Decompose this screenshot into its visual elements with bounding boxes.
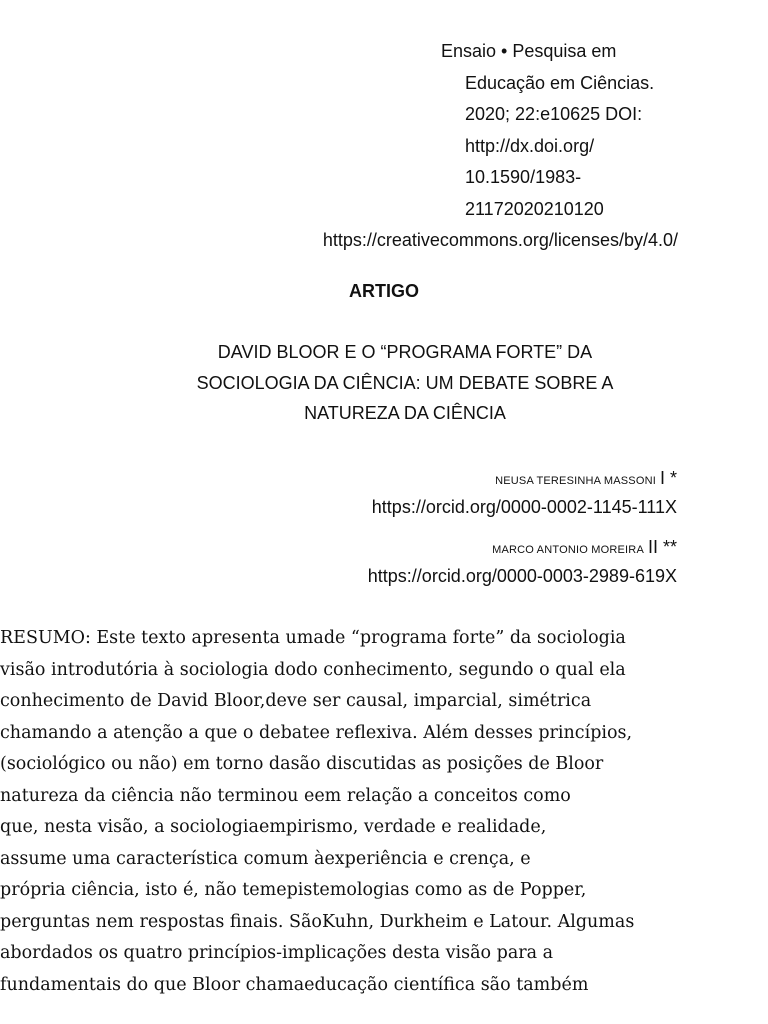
- abstract-line: [0, 656, 728, 688]
- doi-prefix-line: 10.1590/1983-: [465, 167, 582, 187]
- abstract-left-text: assume uma característica comum à: [0, 848, 325, 869]
- doi-url-line[interactable]: http://dx.doi.org/: [465, 135, 595, 156]
- section-label: ARTIGO: [349, 281, 419, 301]
- abstract-right-text: implicações desta visão para a: [282, 943, 554, 963]
- abstract-line: [0, 719, 728, 751]
- author-name: NEUSA TERESINHA MASSONI: [495, 475, 656, 487]
- abstract-right-text: empirismo, verdade e realidade,: [258, 817, 547, 837]
- abstract-line: [0, 939, 728, 971]
- journal-subtitle-line: Educação em Ciências.: [465, 72, 655, 93]
- abstract-right-text: em relação a conceitos como: [314, 785, 571, 806]
- author-affiliation-mark: I *: [659, 468, 677, 488]
- abstract-right-text: Kuhn, Durkheim e Latour. Algumas: [321, 911, 635, 932]
- abstract-right-text: do conhecimento, segundo o qual ela: [295, 659, 626, 680]
- author-1: [495, 464, 677, 495]
- abstract-left-text: (sociológico ou não) em torno da: [0, 754, 291, 774]
- abstract-right-text: experiência e crença, e: [324, 848, 531, 869]
- title-line: DAVID BLOOR E O “PROGRAMA FORTE” DA: [217, 342, 593, 362]
- title-line: SOCIOLOGIA DA CIÊNCIA: UM DEBATE SOBRE A: [196, 372, 614, 393]
- abstract-left-text: RESUMO: Este texto apresenta uma: [0, 628, 324, 648]
- journal-citation-line: 2020; 22:e10625 DOI:: [465, 104, 643, 124]
- abstract-line: [0, 624, 728, 656]
- abstract: [0, 624, 728, 1002]
- author-affiliation-mark: II **: [647, 537, 677, 557]
- author-name: MARCO ANTONIO MOREIRA: [492, 544, 644, 556]
- abstract-left-text: fundamentais do que Bloor chama: [0, 974, 305, 995]
- abstract-left-text: natureza da ciência não terminou e: [0, 785, 315, 806]
- title-line: NATUREZA DA CIÊNCIA: [304, 403, 506, 423]
- abstract-line: [0, 687, 728, 719]
- abstract-left-text: própria ciência, isto é, não tem: [0, 880, 277, 900]
- abstract-left-text: abordados os quatro princípios-: [0, 943, 282, 963]
- abstract-line: [0, 876, 728, 908]
- abstract-line: [0, 971, 728, 1003]
- abstract-right-text: epistemologias como as de Popper,: [276, 880, 587, 900]
- abstract-right-text: educação científica são também: [304, 974, 589, 995]
- abstract-line: [0, 845, 728, 877]
- doi-suffix-line: 21172020210120: [465, 198, 604, 219]
- author-2: [492, 533, 677, 564]
- journal-name-line: Ensaio • Pesquisa em: [441, 41, 617, 61]
- abstract-right-text: deve ser causal, imparcial, simétrica: [265, 691, 592, 711]
- abstract-left-text: chamando a atenção a que o debate: [0, 722, 320, 743]
- abstract-line: [0, 813, 728, 845]
- abstract-line: [0, 908, 728, 940]
- abstract-right-text: e reflexiva. Além desses princípios,: [319, 722, 633, 743]
- abstract-line: [0, 782, 728, 814]
- abstract-left-text: perguntas nem respostas finais. São: [0, 911, 322, 932]
- journal-info: [441, 36, 741, 225]
- abstract-left-text: conhecimento de David Bloor,: [0, 691, 266, 711]
- license-link[interactable]: https://creativecommons.org/licenses/by/4.0/: [322, 230, 678, 250]
- abstract-left-text: visão introdutória à sociologia do: [0, 659, 296, 680]
- abstract-right-text: de “programa forte” da sociologia: [323, 628, 626, 648]
- article-title: [130, 337, 680, 429]
- abstract-right-text: são discutidas as posições de Bloor: [290, 754, 604, 774]
- abstract-line: [0, 750, 728, 782]
- author-2-orcid-link[interactable]: https://orcid.org/0000-0003-2989-619X: [367, 566, 677, 586]
- abstract-left-text: que, nesta visão, a sociologia: [0, 817, 259, 837]
- author-1-orcid-link[interactable]: https://orcid.org/0000-0002-1145-111X: [371, 497, 677, 517]
